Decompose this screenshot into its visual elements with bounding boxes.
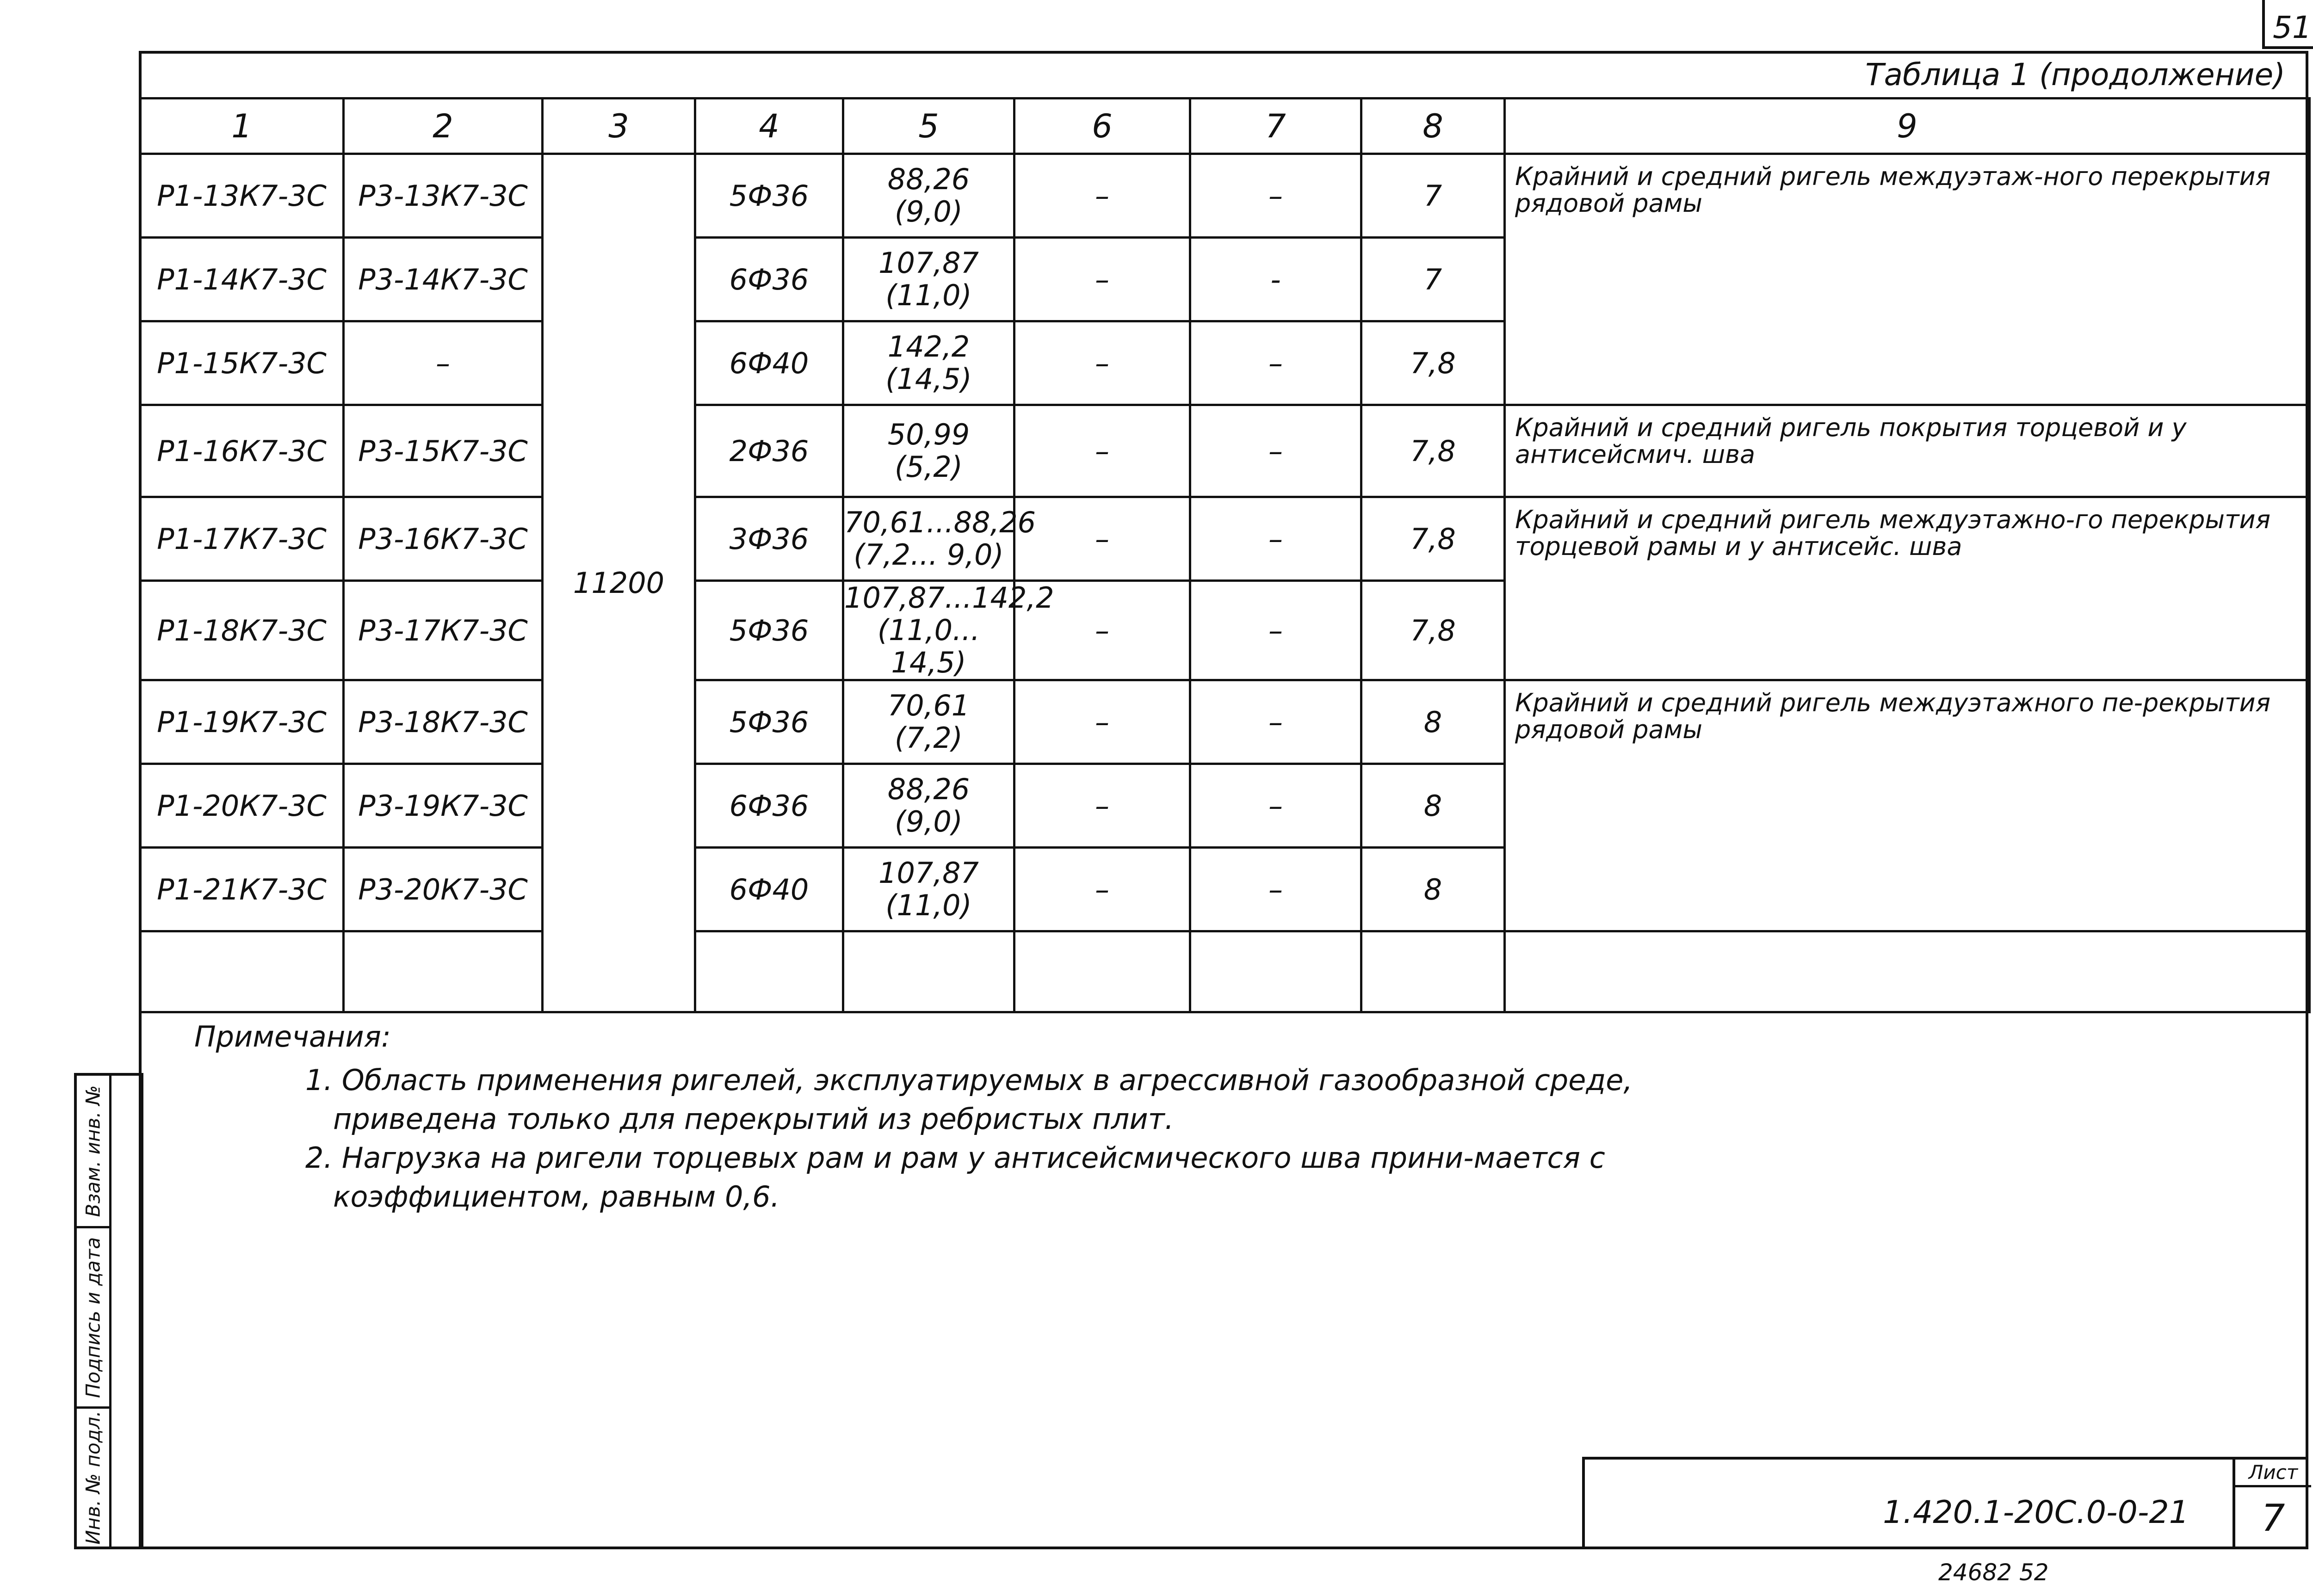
empty-cell [1014, 931, 1190, 1012]
rebar-cell: 6Ф40 [695, 321, 843, 405]
value-cell: – [1014, 321, 1190, 405]
value-cell: – [1190, 680, 1361, 764]
sheet-box [2233, 1460, 2311, 1549]
value-cell: – [1190, 497, 1361, 581]
value-cell: 8 [1361, 680, 1505, 764]
rebar-cell: 6Ф36 [695, 764, 843, 848]
rebar-cell: 5Ф36 [695, 581, 843, 680]
value-cell: – [1014, 680, 1190, 764]
rebar-cell: 6Ф36 [695, 238, 843, 321]
value-cell: – [1014, 238, 1190, 321]
value-cell: – [1014, 497, 1190, 581]
column-header: 5 [843, 99, 1014, 154]
mark-cell: Р1-14К7-3С [140, 238, 344, 321]
load-value: 88,26 [887, 162, 970, 196]
mark-cell: – [344, 321, 543, 405]
description-cell: Крайний и средний ригель междуэтажно-го перекрытия торцевой рамы и у антисейс. шва [1505, 497, 2310, 680]
value-cell: – [1014, 405, 1190, 497]
sheet-label: Лист [2235, 1460, 2311, 1487]
empty-cell [843, 931, 1014, 1012]
mark-cell: Р1-20К7-3С [140, 764, 344, 848]
side-stamp-label: Инв. № подл. [81, 1411, 105, 1545]
value-cell: – [1190, 848, 1361, 931]
description-cell: Крайний и средний ригель междуэтаж-ного перекрытия рядовой рамы [1505, 154, 2310, 405]
load-cell [843, 321, 1014, 405]
mark-cell: Р1-13К7-3С [140, 154, 344, 238]
column-header: 4 [695, 99, 843, 154]
note-item: 1. Область применения ригелей, эксплуатируемых в агрессивной газообразной среде, приведена только для перекрытий из ребристых плит. [305, 1063, 1633, 1136]
load-cell [843, 238, 1014, 321]
load-value-alt: (9,0) [895, 195, 963, 228]
mark-cell: Р3-15К7-3С [344, 405, 543, 497]
description-cell: Крайний и средний ригель покрытия торцевой и у антисейсмич. шва [1505, 405, 2310, 497]
rebar-cell: 5Ф36 [695, 154, 843, 238]
sheet-number: 7 [2261, 1497, 2285, 1540]
empty-cell [1505, 931, 2310, 1012]
page-number: 51 [2273, 10, 2312, 45]
bottom-stamp: 24682 52 [1938, 1559, 2049, 1586]
load-value: 107,87 [878, 856, 979, 890]
mark-cell: Р3-19К7-3С [344, 764, 543, 848]
load-value: 50,99 [887, 418, 970, 451]
mark-cell: Р1-18К7-3С [140, 581, 344, 680]
column-header: 8 [1361, 99, 1505, 154]
corner-line [2262, 0, 2265, 49]
value-cell: 7,8 [1361, 581, 1505, 680]
load-value: 70,61...88,26 [844, 505, 1036, 539]
table-caption: Таблица 1 (продолжение) [1865, 57, 2285, 92]
mark-cell: Р1-21К7-3С [140, 848, 344, 931]
column-header: 6 [1014, 99, 1190, 154]
load-cell [843, 764, 1014, 848]
value-cell: - [1190, 238, 1361, 321]
table-row [140, 497, 2310, 581]
side-stamp-label: Подпись и дата [81, 1237, 105, 1398]
load-value: 107,87...142,2 [844, 581, 1054, 615]
mark-cell: Р3-16К7-3С [344, 497, 543, 581]
value-cell: – [1190, 405, 1361, 497]
value-cell: 8 [1361, 764, 1505, 848]
value-cell: – [1190, 581, 1361, 680]
load-value: 107,87 [878, 246, 979, 280]
load-value-alt: (5,2) [895, 450, 963, 484]
load-cell [843, 680, 1014, 764]
length-cell: 11200 [543, 154, 695, 1012]
value-cell: 7 [1361, 154, 1505, 238]
value-cell: 8 [1361, 848, 1505, 931]
load-cell [843, 154, 1014, 238]
side-stamp-cell [77, 1076, 109, 1228]
mark-cell: Р3-20К7-3С [344, 848, 543, 931]
value-cell: – [1014, 764, 1190, 848]
mark-cell: Р3-17К7-3С [344, 581, 543, 680]
load-value-alt: (7,2... 9,0) [853, 538, 1004, 572]
load-value-alt: (14,5) [885, 362, 972, 396]
empty-cell [1190, 931, 1361, 1012]
value-cell: – [1190, 321, 1361, 405]
table-row [140, 680, 2310, 764]
value-cell: – [1014, 581, 1190, 680]
mark-cell: Р3-14К7-3С [344, 238, 543, 321]
load-value: 88,26 [887, 772, 970, 806]
value-cell: – [1190, 764, 1361, 848]
value-cell: – [1014, 848, 1190, 931]
load-value: 142,2 [887, 330, 970, 364]
column-header: 3 [543, 99, 695, 154]
notes-title: Примечания: [194, 1020, 391, 1054]
mark-cell: Р1-17К7-3С [140, 497, 344, 581]
value-cell: 7,8 [1361, 497, 1505, 581]
rebar-cell: 3Ф36 [695, 497, 843, 581]
side-stamp [74, 1073, 143, 1549]
mark-cell: Р1-16К7-3С [140, 405, 344, 497]
column-header: 9 [1505, 99, 2310, 154]
note-item: 2. Нагрузка на ригели торцевых рам и рам у антисейсмического шва прини-мается с коэффициентом, равным 0,6. [305, 1141, 1605, 1214]
title-block [1582, 1457, 2308, 1549]
notes-block [194, 1017, 1767, 1230]
load-cell [843, 848, 1014, 931]
mark-cell: Р1-15К7-3С [140, 321, 344, 405]
specification-table [139, 97, 2311, 1013]
load-value-alt: (7,2) [895, 721, 963, 755]
value-cell: 7,8 [1361, 321, 1505, 405]
empty-cell [695, 931, 843, 1012]
load-cell [843, 497, 1036, 581]
empty-cell [344, 931, 543, 1012]
column-header: 1 [140, 99, 344, 154]
load-value-alt: (11,0) [885, 888, 972, 922]
value-cell: – [1014, 154, 1190, 238]
table-row-empty [140, 931, 2310, 1012]
load-cell [843, 405, 1014, 497]
description-cell: Крайний и средний ригель междуэтажного пе-рекрытия рядовой рамы [1505, 680, 2310, 931]
value-cell: 7,8 [1361, 405, 1505, 497]
side-stamp-label: Взам. инв. № [81, 1085, 105, 1217]
table-row [140, 405, 2310, 497]
empty-cell [140, 931, 344, 1012]
header-row [140, 99, 2310, 154]
column-header: 2 [344, 99, 543, 154]
load-value-alt: (11,0) [885, 278, 972, 312]
side-stamp-cell [77, 1228, 109, 1409]
mark-cell: Р3-13К7-3С [344, 154, 543, 238]
rebar-cell: 6Ф40 [695, 848, 843, 931]
value-cell: 7 [1361, 238, 1505, 321]
mark-cell: Р3-18К7-3С [344, 680, 543, 764]
load-value-alt: (9,0) [895, 805, 963, 838]
empty-cell [1361, 931, 1505, 1012]
rebar-cell: 5Ф36 [695, 680, 843, 764]
side-stamp-divider [109, 1076, 111, 1547]
mark-cell: Р1-19К7-3С [140, 680, 344, 764]
column-header: 7 [1190, 99, 1361, 154]
table-row [140, 154, 2310, 238]
rebar-cell: 2Ф36 [695, 405, 843, 497]
load-value: 70,61 [887, 689, 970, 722]
document-code: 1.420.1-20С.0-0-21 [1883, 1494, 2189, 1531]
load-cell [843, 581, 1054, 680]
side-stamp-cell [77, 1409, 109, 1547]
value-cell: – [1190, 154, 1361, 238]
load-value-alt: (11,0... 14,5) [877, 613, 980, 679]
